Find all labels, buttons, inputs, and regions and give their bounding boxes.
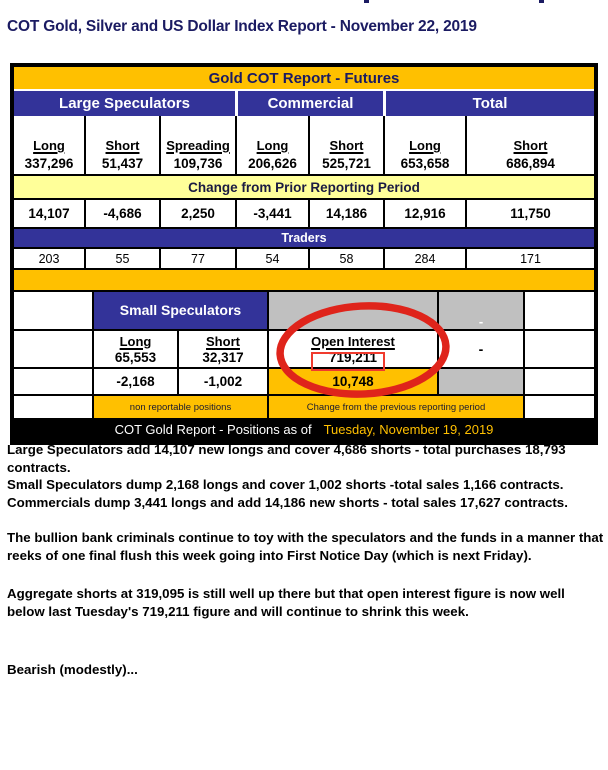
positions-as-of-date: Tuesday, November 19, 2019 [323, 422, 494, 437]
dash-cell: - [437, 331, 523, 367]
empty-cell [14, 369, 92, 394]
change-cell: 14,186 [308, 200, 383, 227]
col-comm-short: Short 525,721 [308, 116, 383, 174]
commentary-aggregate-shorts: Aggregate shorts at 319,095 is still well up there but that open interest figure is now well below last Tuesday's 719,211 figure and will continue to shrink this week. [7, 586, 565, 619]
footnote-non-reportable: non reportable positions [92, 396, 267, 418]
commentary-bullion-banks: The bullion bank criminals continue to toy with the speculators and the funds in a manner that reeks of one final flush this week going into First Notice Day (which is next Friday). [7, 530, 604, 563]
ss-long-cell: Long 65,553 [92, 331, 177, 367]
positions-as-of-bar [14, 418, 594, 441]
empty-cell [523, 292, 594, 329]
page-title: COT Gold, Silver and US Dollar Index Report - November 22, 2019 [7, 18, 477, 35]
col-ls-short: Short 51,437 [84, 116, 159, 174]
commentary-large-speculators: Large Speculators add 14,107 new longs and cover 4,686 shorts - total purchases 18,793 contracts. [7, 442, 566, 475]
empty-cell [14, 331, 92, 367]
commentary-conclusion: Bearish (modestly)... [7, 662, 138, 677]
empty-cell [523, 396, 594, 418]
traders-cell: 54 [235, 249, 308, 268]
traders-cell: 171 [465, 249, 594, 268]
traders-cell: 203 [38, 251, 60, 266]
group-header-row [14, 91, 594, 116]
table-title: Gold COT Report - Futures [208, 69, 400, 87]
small-speculators-header: Small Speculators [92, 292, 267, 329]
gold-divider-bar [14, 268, 594, 290]
change-cell: -3,441 [235, 200, 308, 227]
change-cell: 11,750 [465, 200, 594, 227]
col-comm-long: Long 206,626 [235, 116, 308, 174]
table-title-row [14, 67, 594, 91]
change-cell: 12,916 [383, 200, 465, 227]
empty-cell [523, 331, 594, 367]
gray-cell [267, 292, 437, 329]
cropped-text-remnant [539, 0, 544, 3]
column-header-row [14, 116, 594, 174]
traders-cell: 77 [159, 249, 235, 268]
gray-cell [437, 369, 523, 394]
positions-as-of-label: COT Gold Report - Positions as of [114, 422, 312, 437]
footnote-row [14, 394, 594, 418]
ss-short-change: -1,002 [177, 369, 267, 394]
commentary-commercials: Commercials dump 3,441 longs and add 14,186 new shorts - total sales 17,627 contracts. [7, 494, 568, 510]
cropped-text-remnant [364, 0, 369, 3]
change-cell: 2,250 [159, 200, 235, 227]
empty-cell [523, 369, 594, 394]
ss-short-cell: Short 32,317 [177, 331, 267, 367]
change-header-row: Change from Prior Reporting Period [14, 174, 594, 198]
change-cell: 14,107 [28, 206, 70, 221]
change-values-row [14, 198, 594, 227]
traders-header-row: Traders [14, 227, 594, 247]
group-large-speculators: Large Speculators [59, 95, 190, 112]
open-interest-cell: Open Interest 719,211 [267, 331, 437, 367]
traders-cell: 284 [383, 249, 465, 268]
group-commercial: Commercial [235, 91, 383, 116]
traders-cell: 58 [308, 249, 383, 268]
commentary-small-speculators: Small Speculators dump 2,168 longs and cover 1,002 shorts -total sales 1,166 contracts. [7, 477, 564, 492]
traders-cell: 55 [84, 249, 159, 268]
gold-cot-table [10, 63, 598, 445]
ss-long-change: -2,168 [92, 369, 177, 394]
commentary-section [7, 441, 605, 679]
footnote-change-period: Change from the previous reporting period [267, 396, 523, 418]
small-spec-change-row [14, 367, 594, 394]
col-ls-spreading: Spreading 109,736 [159, 116, 235, 174]
empty-cell [14, 292, 92, 329]
group-total: Total [383, 91, 594, 116]
open-interest-change: 10,748 [267, 369, 437, 394]
col-total-long: Long 653,658 [383, 116, 465, 174]
change-cell: -4,686 [84, 200, 159, 227]
small-spec-values-row [14, 329, 594, 367]
col-ls-long: Long 337,296 [24, 138, 74, 171]
small-spec-header-row [14, 290, 594, 329]
empty-cell [14, 396, 92, 418]
gray-cell-dash: - [437, 292, 523, 329]
traders-values-row [14, 247, 594, 268]
col-total-short: Short 686,894 [465, 116, 594, 174]
